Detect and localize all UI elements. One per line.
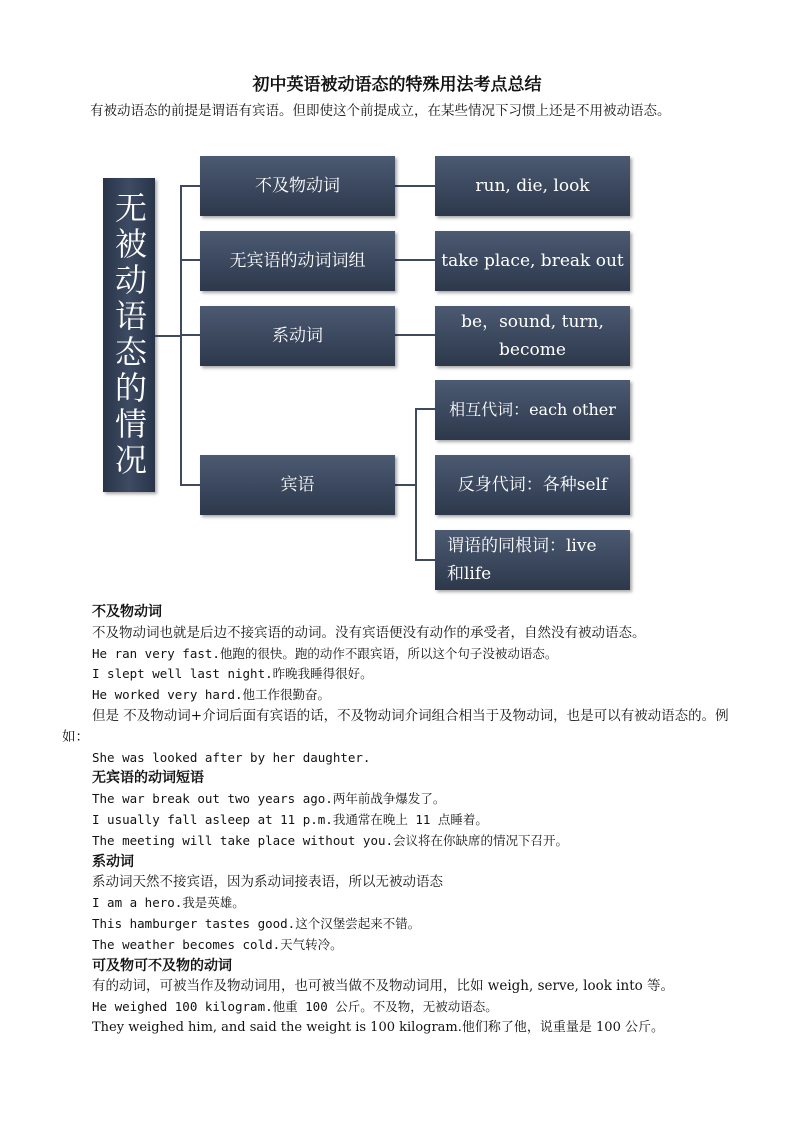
connector — [180, 334, 200, 336]
section-heading: 不及物动词 — [92, 604, 162, 620]
example-sentence: The war break out two years ago.两年前战争爆发了。 — [92, 791, 446, 807]
example-box: be，sound, turn, become — [435, 306, 630, 366]
connector — [415, 559, 435, 561]
classification-diagram — [95, 150, 640, 594]
example-box: 相互代词：each other — [435, 380, 630, 440]
paragraph: 但是 不及物动词+介词后面有宾语的话，不及物动词介词组合相当于及物动词，也是可以有被动语态的。例如： — [62, 707, 729, 745]
example-sentence: I slept well last night.昨晚我睡得很好。 — [92, 666, 373, 682]
example-box: 反身代词：各种self — [435, 455, 630, 515]
example-sentence: The weather becomes cold.天气转冷。 — [92, 936, 343, 952]
connector — [395, 185, 435, 187]
example-sentence: This hamburger tastes good.这个汉堡尝起来不错。 — [92, 915, 421, 931]
section-heading: 系动词 — [92, 853, 134, 870]
connector — [395, 484, 417, 486]
connector — [180, 484, 200, 486]
example-box: take place, break out — [435, 231, 630, 291]
connector — [395, 259, 435, 261]
example-sentence: I am a hero.我是英雄。 — [92, 895, 245, 911]
paragraph: 有的动词，可被当作及物动词用，也可被当做不及物动词用，比如 weigh, serve, look into 等。 — [92, 978, 675, 995]
root-label: 无被动语态的情况 — [110, 191, 148, 479]
section-heading: 无宾语的动词短语 — [92, 770, 204, 787]
example-sentence: She was looked after by her daughter. — [92, 749, 371, 765]
root-box — [103, 178, 155, 492]
paragraph: 系动词天然不接宾语，因为系动词接表语，所以无被动语态 — [92, 874, 443, 891]
content — [62, 602, 738, 1039]
page-title: 初中英语被动语态的特殊用法考点总结 — [252, 75, 542, 95]
example-box: 谓语的同根词：live 和life — [435, 530, 630, 590]
example-box: run, die, look — [435, 156, 630, 216]
example-sentence: He worked very hard.他工作很勤奋。 — [92, 687, 331, 703]
category-box: 无宾语的动词词组 — [200, 231, 395, 291]
connector — [415, 408, 435, 410]
paragraph: 不及物动词也就是后边不接宾语的动词。没有宾语便没有动作的承受者，自然没有被动语态。 — [92, 624, 646, 641]
connector — [155, 335, 180, 337]
intro-paragraph: 有被动语态的前提是谓语有宾语。但即使这个前提成立，在某些情况下习惯上还是不用被动语态。 — [90, 103, 671, 119]
category-box: 宾语 — [200, 455, 395, 515]
connector — [180, 185, 200, 187]
connector — [395, 334, 435, 336]
example-sentence: They weighed him, and said the weight is 100 kilogram.他们称了他，说重量是 100 公斤。 — [92, 1019, 664, 1035]
connector — [415, 408, 417, 560]
section-heading: 可及物可不及物的动词 — [92, 957, 232, 974]
example-sentence: I usually fall asleep at 11 p.m.我通常在晚上 11 点睡着。 — [92, 811, 488, 827]
example-sentence: The meeting will take place without you.会议将在你缺席的情况下召开。 — [92, 832, 569, 848]
connector — [180, 259, 200, 261]
example-sentence: He ran very fast.他跑的很快。跑的动作不跟宾语，所以这个句子没被动语态。 — [92, 645, 558, 661]
category-box: 不及物动词 — [200, 156, 395, 216]
example-sentence: He weighed 100 kilogram.他重 100 公斤。不及物，无被动语态。 — [92, 999, 498, 1015]
category-box: 系动词 — [200, 306, 395, 366]
